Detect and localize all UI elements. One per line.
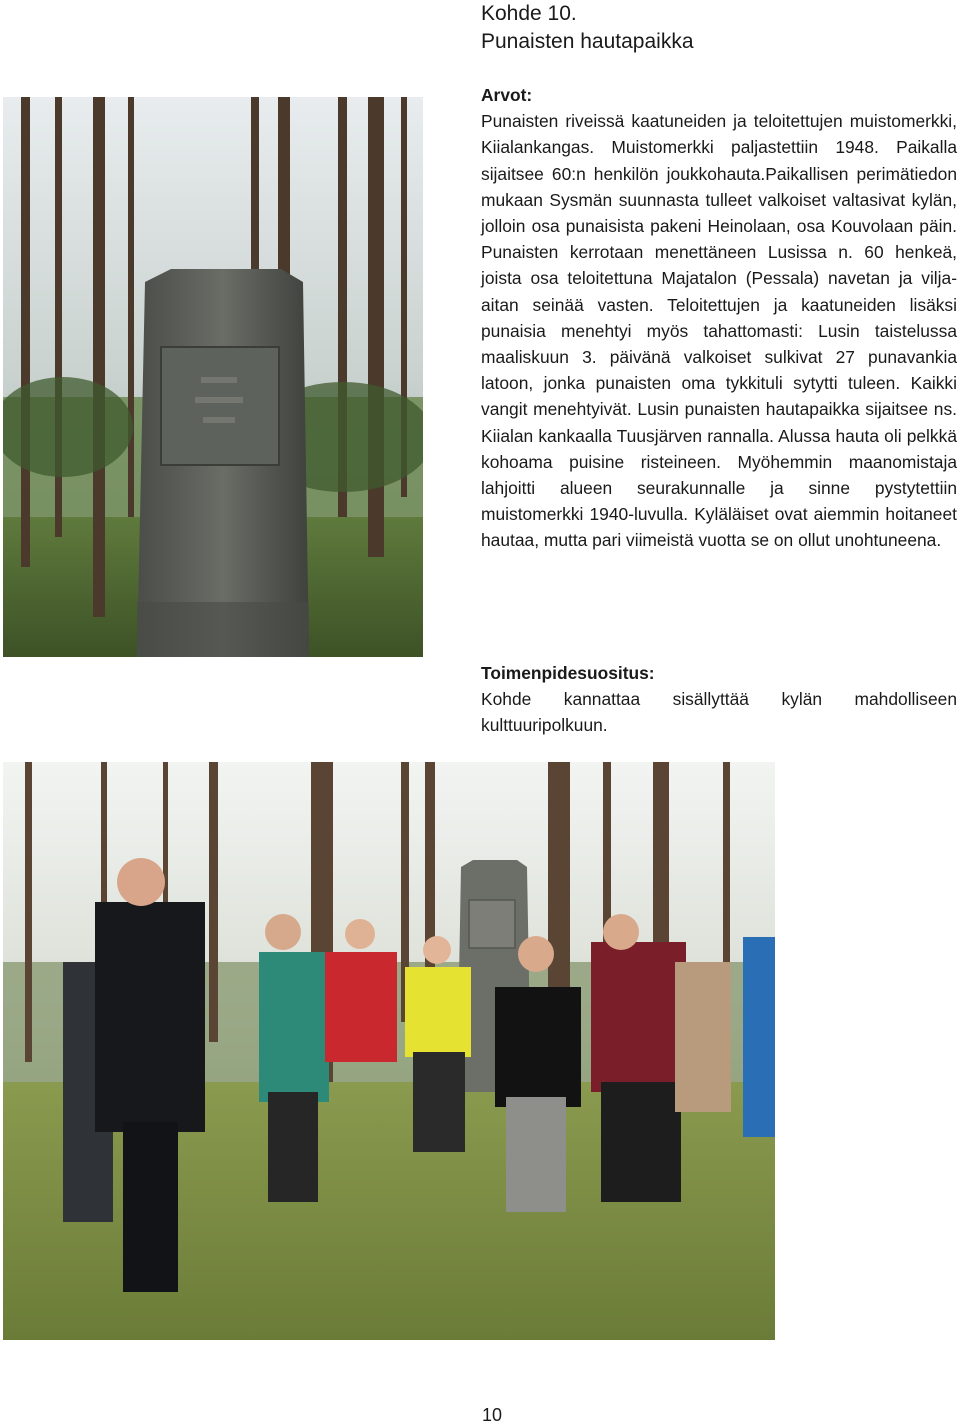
page-heading — [481, 0, 951, 56]
page-number: 10 — [481, 1405, 503, 1425]
recommendation-text: Kohde kannattaa sisällyttää kylän mahdolliseen kulttuuripolkuun. — [481, 689, 957, 736]
recommendation-section — [481, 660, 957, 739]
visitors-group-photo — [3, 762, 775, 1340]
recommendation-label: Toimenpidesuositus: — [481, 663, 655, 683]
memorial-stone-photo — [3, 97, 423, 657]
values-label: Arvot: — [481, 85, 533, 105]
heading-line-2: Punaisten hautapaikka — [481, 30, 694, 53]
heading-line-1: Kohde 10. — [481, 2, 577, 25]
values-text: Punaisten riveissä kaatuneiden ja teloitettujen muistomerkki, Kiialankangas. Muistomerkki paljastettiin 1948. Paikalla sijaitsee 60:n henkilön joukkohauta.Paikallisen perimätiedon mukaan Sysmän suunnasta tulleet valkoiset valtasivat kylän, jolloin osa punaisista pakeni Heinolaan, osa Kouvolaan päin. Punaisten kerrotaan menettäneen Lusissa n. 60 henkeä, joista osa teloitettuna Majatalon (Pessala) navetan ja vilja-aitan seinää vasten. Teloitettujen ja kaatuneiden lisäksi punaisia menehtyi myös tahattomasti: Lusin taistelussa maaliskuun 3. päivänä valkoiset sulkivat 27 punavankia latoon, jonka punaisten oma tykkituli sytytti tuleen. Kaikki vangit menehtyivät. Lusin punaisten hautapaikka sijaitsee ns. Kiialan kankaalla Tuusjärven rannalla. Alussa hauta oli pelkkä kohoama puisine risteineen. Myöhemmin maanomistaja lahjoitti alueen seurakunnalle ja sinne pystytettiin muistomerkki 1940-luvulla. Kyläläiset ovat aiemmin hoitaneet hautaa, mutta pari viimeistä vuotta se on ollut unohtuneena. — [481, 111, 957, 551]
values-section — [481, 82, 957, 554]
